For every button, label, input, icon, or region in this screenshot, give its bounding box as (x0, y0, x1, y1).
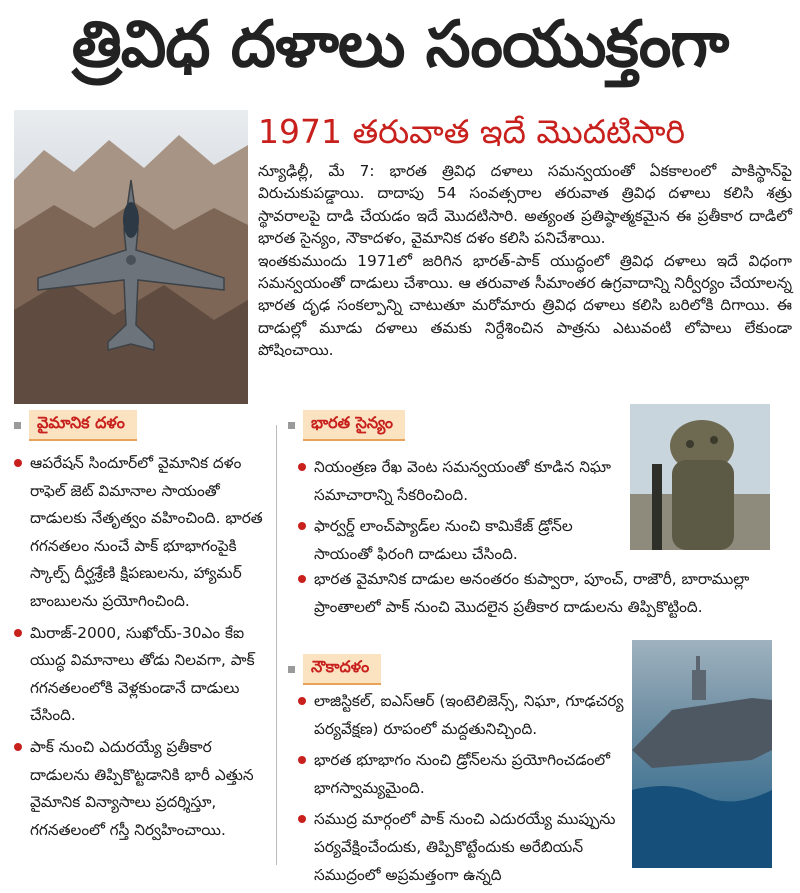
air-force-label: వైమానిక దళం (29, 410, 137, 441)
red-dot-icon (298, 815, 306, 823)
list-item (296, 806, 626, 889)
navy-ship-photo (632, 640, 772, 868)
list-item (296, 688, 626, 743)
bullet-text: లాజిస్టికల్, ఐఎస్ఆర్ (ఇంటెలిజెన్స్, నిఘా, గూఢచర్య పర్యవేక్షణ) రూపంలో మద్దతునిచ్చింది. (314, 692, 624, 738)
column-divider (276, 425, 277, 865)
square-bullet-icon (288, 422, 295, 429)
red-dot-icon (14, 743, 22, 751)
bullet-text: పాక్ నుంచి ఎదురయ్యే ప్రతీకార దాడులను తిప్పికొట్టడానికి భారీ ఎత్తున వైమానిక విన్యాసాలు ప్రదర్శిస్తూ, గగనతలంలో గస్తీ నిర్వహించాయి. (30, 737, 254, 839)
bullet-text: భారత వైమానిక దాడుల అనంతరం కుప్వారా, పూంచ్, రాజౌరీ, బారాముల్లా ప్రాంతాలలో పాక్ నుంచి మొదలైన ప్రతీకార దాడులను తిప్పికొట్టింది. (314, 570, 750, 616)
bullet-text: సముద్ర మార్గంలో పాక్ నుంచి ఎదురయ్యే ముప్పును పర్యవేక్షించేందుకు, తిప్పికొట్టేందుకు అరేబియన్ సముద్రంలో అప్రమత్తంగా ఉన్నది (314, 810, 616, 884)
bullet-text: మిరాజ్-2000, సుఖోయ్-30ఎం కేఐ యుద్ధ విమానాలు తోడు నిలవగా, పాక్ గగనతలంలోకి వెళ్లకుండానే దాడులు చేసింది. (30, 623, 255, 725)
page-headline: త్రివిధ దళాలు సంయుక్తంగా (71, 7, 729, 82)
square-bullet-icon (14, 422, 21, 429)
red-dot-icon (14, 629, 22, 637)
navy-section-header (288, 656, 381, 682)
list-item (296, 747, 626, 802)
red-dot-icon (298, 697, 306, 705)
army-label: భారత సైన్యం (303, 410, 405, 441)
army-section-header (288, 412, 405, 438)
lead-article (258, 160, 792, 362)
navy-bullet-list (296, 688, 626, 893)
list-item (296, 513, 626, 568)
lead-paragraph-1: న్యూఢిల్లీ, మే 7: భారత త్రివిధ దళాలు సమన్వయంతో ఏకకాలంలో పాకిస్థాన్‌పై విరుచుకుపడ్డాయి. దాదాపు 54 సంవత్సరాల తరువాత త్రివిధ దళాలు కలిసి శత్రు స్థావరాలపై దాడి చేయడం ఇదే మొదటిసారి. అత్యంత ప్రతిష్ఠాత్మకమైన ఈ ప్రతీకార దాడిలో భారత సైన్యం, నౌకాదళం, వైమానిక దళం కలిసి పనిచేశాయి. (258, 162, 792, 248)
square-bullet-icon (288, 666, 295, 673)
list-item (12, 620, 264, 730)
subheadline: 1971 తరువాత ఇదే మొదటిసారి (258, 112, 686, 151)
bullet-text: ఆపరేషన్ సిందూర్‌లో వైమానిక దళం రాఫెల్ జెట్ విమానాల సాయంతో దాడులకు నేతృత్వం వహించింది. భారత గగనతలం నుంచే పాక్ భూభాగంపైకి స్కాల్ప్ దీర్ఘశ్రేణి క్షిపణులను, హ్యామర్ బాంబులను ప్రయోగించింది. (30, 454, 263, 610)
list-item (296, 454, 626, 509)
air-force-section-header (14, 412, 137, 438)
lead-paragraph-2: ఇంతకుముందు 1971లో జరిగిన భారత్-పాక్ యుద్ధంలో త్రివిధ దళాలు ఇదే విధంగా సమన్వయంతో దాడులు చేశాయి. ఆ తరువాత సీమాంతర ఉగ్రవాదాన్ని నిర్వీర్యం చేయాలన్న భారత దృఢ సంకల్పాన్ని చాటుతూ మరోమారు త్రివిధ దళాలు కలిసి బరిలోకి దిగాయి. ఈ దాడుల్లో మూడు దళాలు తమకు నిర్దేశించిన పాత్రను ఎటువంటి లోపాలు లేకుండా పోషించాయి. (258, 251, 792, 360)
navy-label: నౌకాదళం (303, 654, 381, 685)
red-dot-icon (298, 575, 306, 583)
red-dot-icon (298, 756, 306, 764)
air-force-bullet-list (12, 450, 264, 848)
army-bullet-list-wide (296, 566, 772, 625)
soldier-photo (630, 404, 770, 550)
army-bullet-list (296, 454, 626, 572)
bullet-text: నియంత్రణ రేఖ వెంట సమన్వయంతో కూడిన నిఘా సమాచారాన్ని సేకరించింది. (314, 458, 612, 504)
red-dot-icon (298, 463, 306, 471)
list-item (12, 450, 264, 616)
red-dot-icon (14, 459, 22, 467)
red-dot-icon (298, 522, 306, 530)
bullet-text: భారత భూభాగం నుంచి డ్రోన్‌లను ప్రయోగించడంలో భాగస్వామ్యమైంది. (314, 751, 611, 797)
fighter-jet-photo (14, 110, 248, 404)
list-item (296, 566, 772, 621)
bullet-text: ఫార్వర్డ్ లాంచ్‌ప్యాడ్‌ల నుంచి కామికేజ్ డ్రోన్‌ల సాయంతో ఫిరంగి దాడులు చేసింది. (314, 517, 573, 563)
list-item (12, 734, 264, 844)
